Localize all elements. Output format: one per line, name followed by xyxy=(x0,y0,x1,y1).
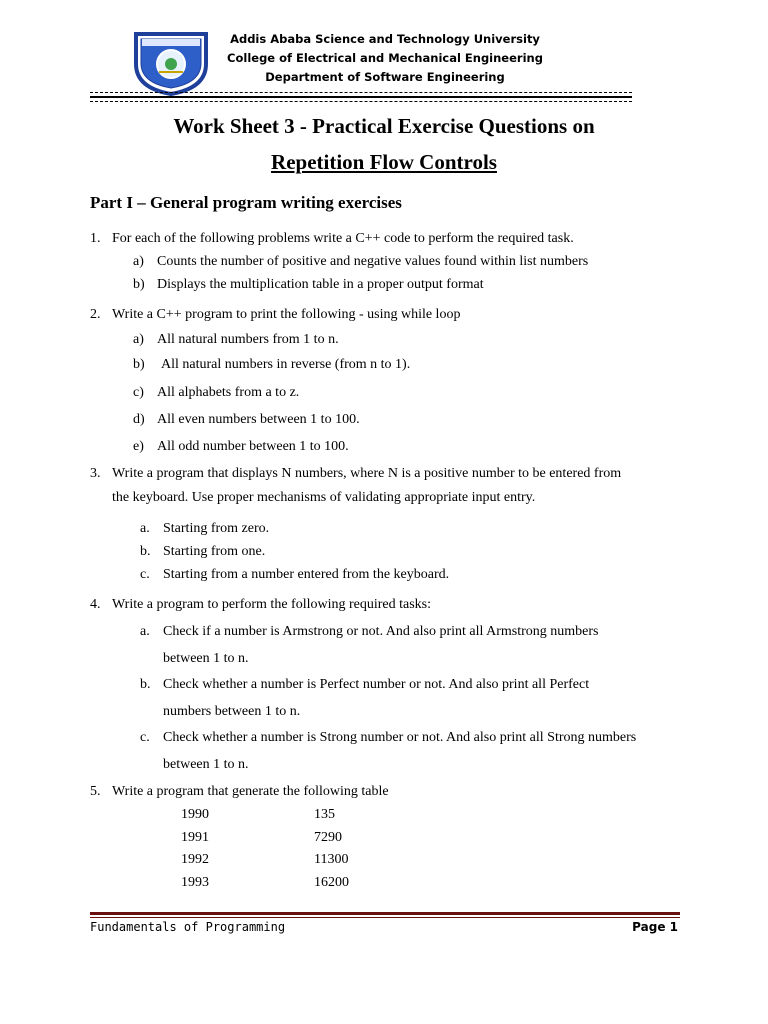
footer-divider-thin xyxy=(90,917,680,918)
header-divider-dashed xyxy=(90,92,632,93)
footer-course-name: Fundamentals of Programming xyxy=(90,920,286,934)
question-text: Write a program to perform the following required tasks: xyxy=(112,597,432,612)
worksheet-subtitle xyxy=(0,150,768,175)
item-label: a. xyxy=(140,624,150,639)
item-text: Counts the number of positive and negative values found within list numbers xyxy=(157,254,589,269)
item-text: Starting from a number entered from the keyboard. xyxy=(163,567,450,582)
item-label: a. xyxy=(140,521,150,536)
item-text: numbers between 1 to n. xyxy=(163,704,301,719)
header-divider-dashed xyxy=(90,101,632,102)
table-cell-value: 135 xyxy=(314,807,335,822)
item-label: b. xyxy=(140,544,151,559)
item-text: All even numbers between 1 to 100. xyxy=(157,412,360,427)
table-cell-year: 1991 xyxy=(181,830,209,845)
worksheet-subtitle-text: Repetition Flow Controls xyxy=(271,150,497,174)
item-text: Check whether a number is Strong number or not. And also print all Strong numbers xyxy=(163,730,637,745)
footer-page-number: Page 1 xyxy=(632,920,678,934)
question-number: 3. xyxy=(90,466,101,481)
item-text: Starting from one. xyxy=(163,544,266,559)
department-name: Department of Software Engineering xyxy=(265,70,505,84)
item-text: Starting from zero. xyxy=(163,521,270,536)
question-text: Write a C++ program to print the following - using while loop xyxy=(112,307,461,322)
university-name: Addis Ababa Science and Technology University xyxy=(230,32,540,46)
table-cell-value: 16200 xyxy=(314,875,349,890)
institution-header xyxy=(200,30,570,87)
question-number: 1. xyxy=(90,231,101,246)
item-text: Displays the multiplication table in a proper output format xyxy=(157,277,484,292)
item-label: a) xyxy=(133,332,144,347)
college-name: College of Electrical and Mechanical Engineering xyxy=(227,51,543,65)
table-cell-value: 11300 xyxy=(314,852,349,867)
item-text: Check whether a number is Perfect number or not. And also print all Perfect xyxy=(163,677,590,692)
question-text: For each of the following problems write a C++ code to perform the required task. xyxy=(112,231,574,246)
item-text: All natural numbers from 1 to n. xyxy=(157,332,339,347)
table-cell-year: 1990 xyxy=(181,807,209,822)
item-label: c. xyxy=(140,730,150,745)
worksheet-title: Work Sheet 3 - Practical Exercise Questions on xyxy=(173,114,595,138)
part-heading: Part I – General program writing exercises xyxy=(90,193,402,212)
table-cell-year: 1993 xyxy=(181,875,209,890)
item-text: between 1 to n. xyxy=(163,651,249,666)
item-text: All odd number between 1 to 100. xyxy=(157,439,349,454)
item-label: b) xyxy=(133,277,145,292)
university-logo xyxy=(132,30,210,96)
table-cell-value: 7290 xyxy=(314,830,342,845)
question-number: 4. xyxy=(90,597,101,612)
item-label: a) xyxy=(133,254,144,269)
question-number: 2. xyxy=(90,307,101,322)
header-divider-solid xyxy=(90,96,632,98)
item-label: c) xyxy=(133,385,144,400)
item-label: e) xyxy=(133,439,144,454)
item-text: All natural numbers in reverse (from n to 1). xyxy=(161,357,411,372)
question-text: Write a program that generate the following table xyxy=(112,784,389,799)
item-text: between 1 to n. xyxy=(163,757,249,772)
footer-divider-thick xyxy=(90,912,680,915)
item-label: b) xyxy=(133,357,145,372)
question-text: Write a program that displays N numbers, where N is a positive number to be entered from xyxy=(112,466,622,481)
question-text: the keyboard. Use proper mechanisms of validating appropriate input entry. xyxy=(112,490,536,505)
item-label: b. xyxy=(140,677,151,692)
item-label: c. xyxy=(140,567,150,582)
item-label: d) xyxy=(133,412,145,427)
item-text: All alphabets from a to z. xyxy=(157,385,300,400)
question-number: 5. xyxy=(90,784,101,799)
table-cell-year: 1992 xyxy=(181,852,209,867)
item-text: Check if a number is Armstrong or not. And also print all Armstrong numbers xyxy=(163,624,599,639)
